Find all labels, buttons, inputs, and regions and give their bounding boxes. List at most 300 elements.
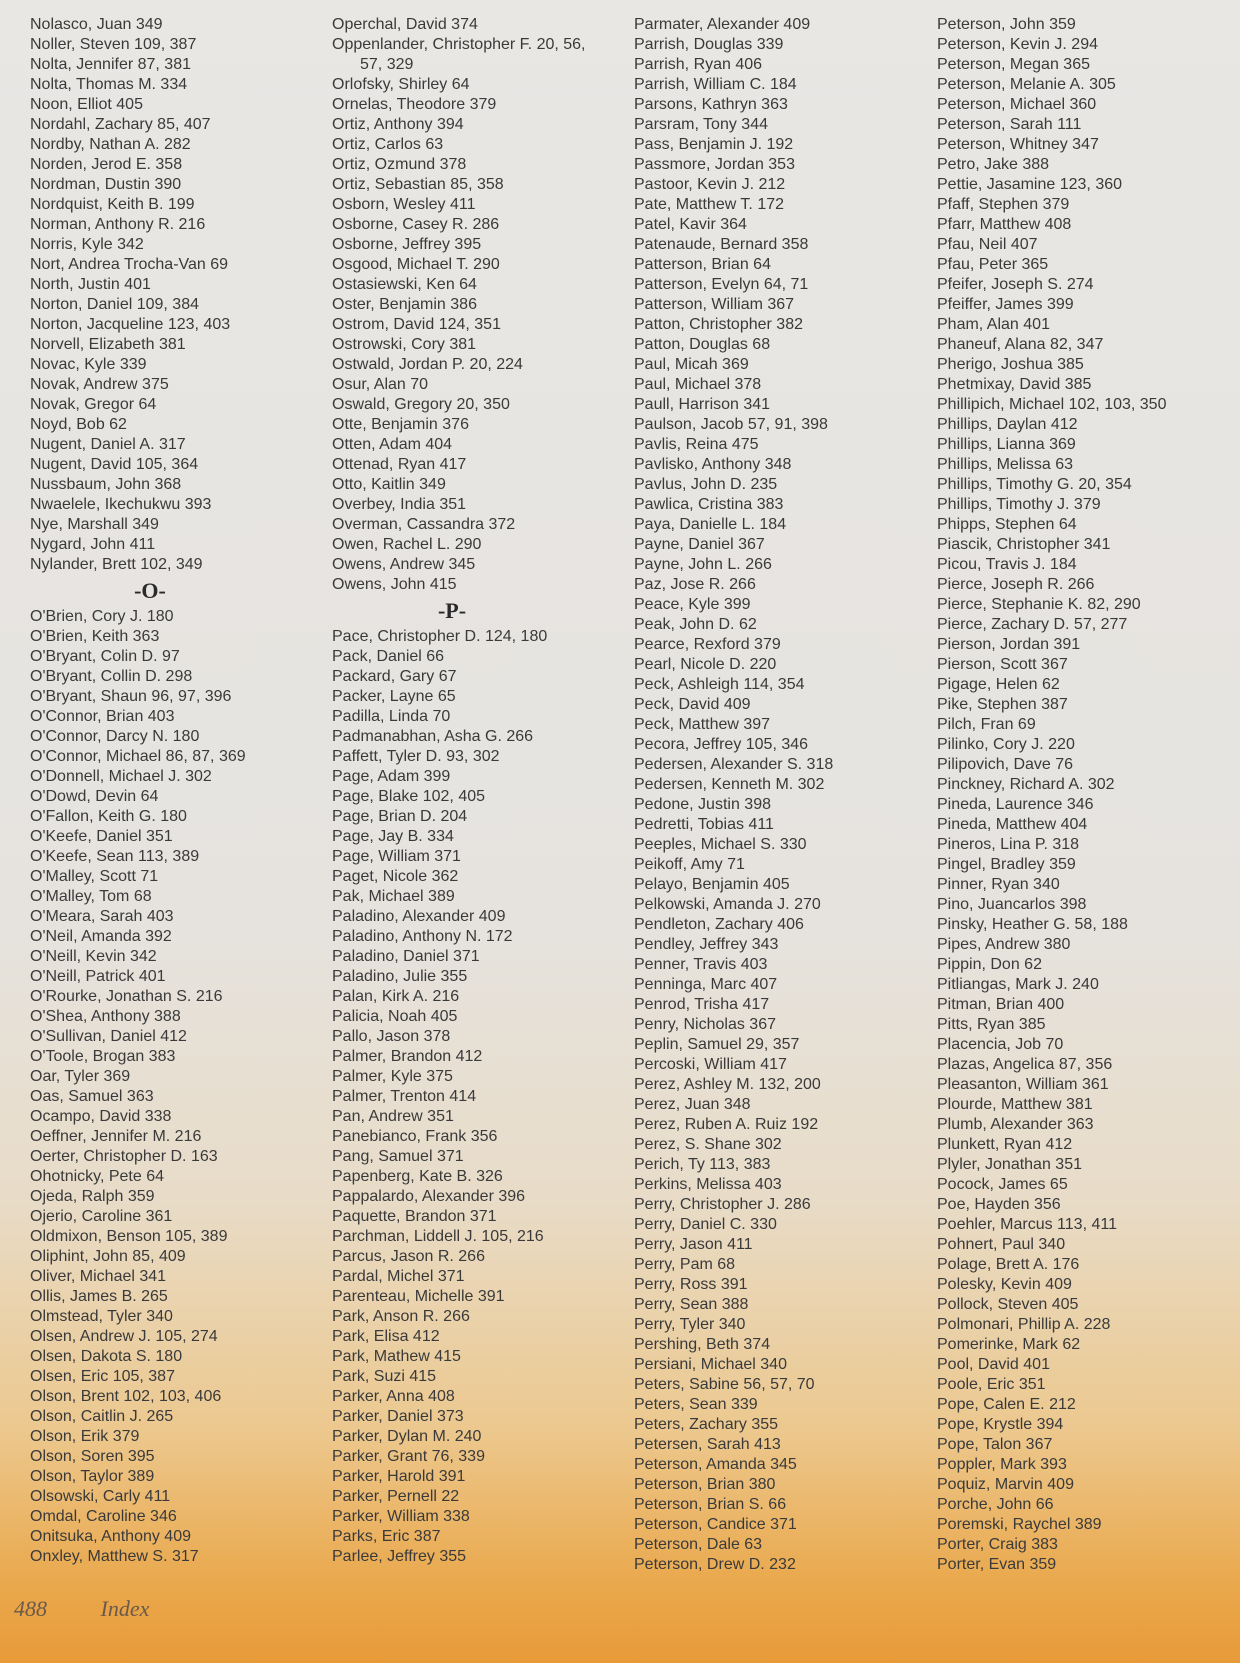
index-entry: Olson, Erik 379 [30, 1428, 140, 1445]
index-entry: Overman, Cassandra 372 [332, 516, 516, 533]
index-entry: Pendley, Jeffrey 343 [634, 936, 779, 953]
index-entry: Peterson, Melanie A. 305 [937, 76, 1116, 93]
index-entry: Parks, Eric 387 [332, 1528, 441, 1545]
index-entry: Novak, Gregor 64 [30, 396, 157, 413]
index-entry: Noller, Steven 109, 387 [30, 36, 197, 53]
index-entry: O'Sullivan, Daniel 412 [30, 1028, 187, 1045]
index-entry: Pedretti, Tobias 411 [634, 816, 774, 833]
index-entry: Oliphint, John 85, 409 [30, 1248, 186, 1265]
index-entry: Perich, Ty 113, 383 [634, 1156, 771, 1173]
index-entry: Pitliangas, Mark J. 240 [937, 976, 1099, 993]
index-entry: Phetmixay, David 385 [937, 376, 1092, 393]
index-entry: Pitts, Ryan 385 [937, 1016, 1046, 1033]
index-entry: Peters, Zachary 355 [634, 1416, 779, 1433]
index-entry: Osborne, Jeffrey 395 [332, 236, 482, 253]
index-entry: Nort, Andrea Trocha-Van 69 [30, 256, 229, 273]
index-entry: Owens, John 415 [332, 576, 457, 593]
index-entry: Pershing, Beth 374 [634, 1336, 771, 1353]
index-entry: Noon, Elliot 405 [30, 96, 143, 113]
index-entry: Paul, Micah 369 [634, 356, 749, 373]
index-entry: Paladino, Anthony N. 172 [332, 928, 513, 945]
index-entry: Ostrowski, Cory 381 [332, 336, 477, 353]
index-entry: Parker, Pernell 22 [332, 1488, 460, 1505]
index-entry: Pohnert, Paul 340 [937, 1236, 1066, 1253]
index-entry: Norden, Jerod E. 358 [30, 156, 183, 173]
index-entry: Phillips, Lianna 369 [937, 436, 1076, 453]
index-entry: Peterson, Megan 365 [937, 56, 1090, 73]
index-entry: Oerter, Christopher D. 163 [30, 1148, 218, 1165]
index-entry: O'Malley, Tom 68 [30, 888, 152, 905]
index-entry-continuation: 57, 329 [360, 56, 414, 73]
index-entry: Olmstead, Tyler 340 [30, 1308, 173, 1325]
index-entry: Plazas, Angelica 87, 356 [937, 1056, 1113, 1073]
index-entry: Pardal, Michel 371 [332, 1268, 465, 1285]
index-entry: Paz, Jose R. 266 [634, 576, 756, 593]
index-entry: Nordby, Nathan A. 282 [30, 136, 191, 153]
index-entry: Pallo, Jason 378 [332, 1028, 451, 1045]
index-entry: Petro, Jake 388 [937, 156, 1050, 173]
letter-heading: -P- [437, 598, 467, 623]
index-entry: Parcus, Jason R. 266 [332, 1248, 485, 1265]
index-column-1 [30, 15, 330, 1567]
index-entry: Osborn, Wesley 411 [332, 196, 476, 213]
index-entry: Polmonari, Phillip A. 228 [937, 1316, 1111, 1333]
index-entry: Penrod, Trisha 417 [634, 996, 770, 1013]
index-entry: O'Connor, Darcy N. 180 [30, 728, 200, 745]
index-entry: O'Brien, Keith 363 [30, 628, 160, 645]
index-entry: Papenberg, Kate B. 326 [332, 1168, 503, 1185]
index-entry: Oas, Samuel 363 [30, 1088, 154, 1105]
index-entry: Park, Mathew 415 [332, 1348, 461, 1365]
index-entry: Placencia, Job 70 [937, 1036, 1064, 1053]
index-entry: Nolta, Thomas M. 334 [30, 76, 188, 93]
index-entry: Parrish, Ryan 406 [634, 56, 763, 73]
index-entry: Peeples, Michael S. 330 [634, 836, 807, 853]
index-entry: Peterson, Whitney 347 [937, 136, 1099, 153]
index-entry: Olson, Brent 102, 103, 406 [30, 1388, 222, 1405]
index-entry: Oster, Benjamin 386 [332, 296, 477, 313]
index-entry: Peterson, Amanda 345 [634, 1456, 797, 1473]
index-entry: Norton, Daniel 109, 384 [30, 296, 199, 313]
index-entry: Pherigo, Joshua 385 [937, 356, 1084, 373]
index-entry: Peplin, Samuel 29, 357 [634, 1036, 800, 1053]
index-entry: Pierson, Scott 367 [937, 656, 1068, 673]
index-entry: Ojerio, Caroline 361 [30, 1208, 173, 1225]
index-entry: Paffett, Tyler D. 93, 302 [332, 748, 500, 765]
index-entry: Pappalardo, Alexander 396 [332, 1188, 526, 1205]
index-entry: Patel, Kavir 364 [634, 216, 747, 233]
index-entry: Pineda, Matthew 404 [937, 816, 1088, 833]
index-entry: Pinner, Ryan 340 [937, 876, 1060, 893]
index-entry: Padilla, Linda 70 [332, 708, 451, 725]
index-entry: O'Rourke, Jonathan S. 216 [30, 988, 223, 1005]
index-entry: Perkins, Melissa 403 [634, 1176, 782, 1193]
index-entry: Plourde, Matthew 381 [937, 1096, 1093, 1113]
index-entry: Parrish, William C. 184 [634, 76, 797, 93]
index-entry: Pineda, Laurence 346 [937, 796, 1094, 813]
index-entry: O'Connor, Brian 403 [30, 708, 175, 725]
index-entry: Poole, Eric 351 [937, 1376, 1046, 1393]
index-entry: Pak, Michael 389 [332, 888, 455, 905]
index-entry: Oswald, Gregory 20, 350 [332, 396, 510, 413]
index-entry: Plunkett, Ryan 412 [937, 1136, 1073, 1153]
index-entry: Paul, Michael 378 [634, 376, 762, 393]
index-entry: Plumb, Alexander 363 [937, 1116, 1094, 1133]
index-entry: Pleasanton, William 361 [937, 1076, 1109, 1093]
index-entry: Ornelas, Theodore 379 [332, 96, 497, 113]
index-entry: O'Neil, Amanda 392 [30, 928, 172, 945]
index-entry: Perry, Daniel C. 330 [634, 1216, 777, 1233]
index-entry: O'Keefe, Sean 113, 389 [30, 848, 200, 865]
index-entry: Norvell, Elizabeth 381 [30, 336, 186, 353]
index-entry: Parker, Anna 408 [332, 1388, 455, 1405]
index-entry: Palmer, Trenton 414 [332, 1088, 477, 1105]
index-entry: Ostwald, Jordan P. 20, 224 [332, 356, 523, 373]
index-entry: Park, Elisa 412 [332, 1328, 440, 1345]
index-entry: Pace, Christopher D. 124, 180 [332, 628, 548, 645]
index-entry: Owens, Andrew 345 [332, 556, 476, 573]
index-entry: Padmanabhan, Asha G. 266 [332, 728, 534, 745]
index-entry: Poquiz, Marvin 409 [937, 1476, 1074, 1493]
index-entry: Park, Suzi 415 [332, 1368, 437, 1385]
index-entry: Parker, Dylan M. 240 [332, 1428, 482, 1445]
index-entry: Perez, S. Shane 302 [634, 1136, 782, 1153]
index-entry: Perez, Ruben A. Ruiz 192 [634, 1116, 819, 1133]
index-entry: Onitsuka, Anthony 409 [30, 1528, 191, 1545]
index-entry: Oldmixon, Benson 105, 389 [30, 1228, 228, 1245]
index-entry: Patterson, William 367 [634, 296, 795, 313]
index-entry: Pierce, Zachary D. 57, 277 [937, 616, 1128, 633]
index-entry: Palan, Kirk A. 216 [332, 988, 460, 1005]
index-entry: Norman, Anthony R. 216 [30, 216, 206, 233]
index-entry: Perez, Ashley M. 132, 200 [634, 1076, 821, 1093]
index-entry: Phaneuf, Alana 82, 347 [937, 336, 1104, 353]
index-entry: Poppler, Mark 393 [937, 1456, 1067, 1473]
index-entry: Pelkowski, Amanda J. 270 [634, 896, 821, 913]
index-entry: O'Meara, Sarah 403 [30, 908, 174, 925]
index-entry: Peters, Sabine 56, 57, 70 [634, 1376, 815, 1393]
index-entry: Poremski, Raychel 389 [937, 1516, 1102, 1533]
index-entry: Plyler, Jonathan 351 [937, 1156, 1082, 1173]
index-entry: Novac, Kyle 339 [30, 356, 147, 373]
index-entry: Pfeiffer, James 399 [937, 296, 1074, 313]
index-entry: Nygard, John 411 [30, 536, 156, 553]
index-entry: Oeffner, Jennifer M. 216 [30, 1128, 202, 1145]
index-entry: Peck, David 409 [634, 696, 751, 713]
index-entry: Osborne, Casey R. 286 [332, 216, 500, 233]
index-entry: Penner, Travis 403 [634, 956, 768, 973]
index-entry: Palmer, Brandon 412 [332, 1048, 483, 1065]
index-entry: Perry, Ross 391 [634, 1276, 748, 1293]
index-entry: Norton, Jacqueline 123, 403 [30, 316, 231, 333]
index-entry: Ostrom, David 124, 351 [332, 316, 501, 333]
index-entry: Perry, Christopher J. 286 [634, 1196, 811, 1213]
index-entry: Ortiz, Sebastian 85, 358 [332, 176, 504, 193]
index-entry: Perry, Pam 68 [634, 1256, 736, 1273]
index-entry: Porche, John 66 [937, 1496, 1054, 1513]
index-entry: Peterson, Kevin J. 294 [937, 36, 1098, 53]
index-entry: Norris, Kyle 342 [30, 236, 144, 253]
index-entry: Penninga, Marc 407 [634, 976, 778, 993]
index-entry: Parmater, Alexander 409 [634, 16, 811, 33]
index-entry: Olson, Taylor 389 [30, 1468, 155, 1485]
index-entry: O'Bryant, Colin D. 97 [30, 648, 180, 665]
index-entry: Picou, Travis J. 184 [937, 556, 1077, 573]
index-entry: Parchman, Liddell J. 105, 216 [332, 1228, 544, 1245]
index-entry: Pedone, Justin 398 [634, 796, 771, 813]
index-entry: O'Bryant, Shaun 96, 97, 396 [30, 688, 232, 705]
index-column-4 [937, 15, 1237, 1575]
index-entry: Pavlis, Reina 475 [634, 436, 759, 453]
index-entry: Parrish, Douglas 339 [634, 36, 784, 53]
index-entry: North, Justin 401 [30, 276, 151, 293]
index-entry: Ortiz, Ozmund 378 [332, 156, 467, 173]
index-entry: Osur, Alan 70 [332, 376, 429, 393]
index-entry: Ohotnicky, Pete 64 [30, 1168, 164, 1185]
index-entry: Ollis, James B. 265 [30, 1288, 168, 1305]
index-entry: Pope, Krystle 394 [937, 1416, 1064, 1433]
index-entry: Otto, Kaitlin 349 [332, 476, 446, 493]
index-entry: Pearce, Rexford 379 [634, 636, 781, 653]
index-entry: Parsons, Kathryn 363 [634, 96, 788, 113]
index-entry: Nordquist, Keith B. 199 [30, 196, 195, 213]
index-entry: Pigage, Helen 62 [937, 676, 1060, 693]
index-entry: Parsram, Tony 344 [634, 116, 768, 133]
index-entry: Nolasco, Juan 349 [30, 16, 163, 33]
index-entry: Ottenad, Ryan 417 [332, 456, 467, 473]
index-entry: Payne, Daniel 367 [634, 536, 765, 553]
index-entry: Pope, Calen E. 212 [937, 1396, 1076, 1413]
index-entry: Overbey, India 351 [332, 496, 467, 513]
index-entry: Perry, Tyler 340 [634, 1316, 746, 1333]
index-entry: Pfaff, Stephen 379 [937, 196, 1070, 213]
index-entry: O'Bryant, Collin D. 298 [30, 668, 193, 685]
index-entry: Nye, Marshall 349 [30, 516, 159, 533]
index-entry: Paladino, Daniel 371 [332, 948, 480, 965]
index-entry: Pelayo, Benjamin 405 [634, 876, 790, 893]
index-entry: Poehler, Marcus 113, 411 [937, 1216, 1117, 1233]
index-entry: Paladino, Alexander 409 [332, 908, 506, 925]
index-entry: Patton, Douglas 68 [634, 336, 771, 353]
index-entry: O'Connor, Michael 86, 87, 369 [30, 748, 246, 765]
index-entry: Noyd, Bob 62 [30, 416, 127, 433]
index-entry: Ocampo, David 338 [30, 1108, 172, 1125]
index-entry: Pinckney, Richard A. 302 [937, 776, 1115, 793]
index-entry: O'Dowd, Devin 64 [30, 788, 159, 805]
index-entry: Phillips, Daylan 412 [937, 416, 1078, 433]
index-entry: O'Malley, Scott 71 [30, 868, 159, 885]
index-entry: Peterson, Drew D. 232 [634, 1556, 796, 1573]
index-entry: Oliver, Michael 341 [30, 1268, 167, 1285]
index-entry: Pingel, Bradley 359 [937, 856, 1076, 873]
index-entry: Nussbaum, John 368 [30, 476, 182, 493]
index-entry: Patterson, Brian 64 [634, 256, 771, 273]
index-entry: Peters, Sean 339 [634, 1396, 758, 1413]
index-entry: Olson, Caitlin J. 265 [30, 1408, 174, 1425]
index-entry: Pham, Alan 401 [937, 316, 1050, 333]
index-entry: Polage, Brett A. 176 [937, 1256, 1080, 1273]
index-entry: Nylander, Brett 102, 349 [30, 556, 203, 573]
index-entry: Phipps, Stephen 64 [937, 516, 1077, 533]
index-entry: Olsen, Dakota S. 180 [30, 1348, 183, 1365]
index-entry: Pierce, Stephanie K. 82, 290 [937, 596, 1141, 613]
index-entry: Paladino, Julie 355 [332, 968, 468, 985]
index-entry: Polesky, Kevin 409 [937, 1276, 1072, 1293]
index-entry: O'Keefe, Daniel 351 [30, 828, 173, 845]
index-entry: Olsen, Eric 105, 387 [30, 1368, 175, 1385]
index-entry: Pettie, Jasamine 123, 360 [937, 176, 1123, 193]
index-entry: Pineros, Lina P. 318 [937, 836, 1080, 853]
index-entry: Paull, Harrison 341 [634, 396, 771, 413]
index-entry: Page, Brian D. 204 [332, 808, 468, 825]
index-entry: O'Neill, Patrick 401 [30, 968, 166, 985]
index-entry: O'Brien, Cory J. 180 [30, 608, 174, 625]
index-entry: Pilipovich, Dave 76 [937, 756, 1074, 773]
index-entry: O'Donnell, Michael J. 302 [30, 768, 212, 785]
index-entry: Pfau, Peter 365 [937, 256, 1049, 273]
index-entry: Peterson, Sarah 111 [937, 116, 1082, 133]
index-entry: Penry, Nicholas 367 [634, 1016, 776, 1033]
index-entry: Pastoor, Kevin J. 212 [634, 176, 786, 193]
index-entry: Peterson, Michael 360 [937, 96, 1097, 113]
index-entry: Phillips, Melissa 63 [937, 456, 1074, 473]
index-entry: Percoski, William 417 [634, 1056, 787, 1073]
index-entry: Pierce, Joseph R. 266 [937, 576, 1095, 593]
footer-label: Index [100, 1596, 150, 1621]
index-entry: Pilch, Fran 69 [937, 716, 1036, 733]
index-entry: Patterson, Evelyn 64, 71 [634, 276, 809, 293]
index-entry: Pate, Matthew T. 172 [634, 196, 785, 213]
index-column-2 [332, 15, 632, 1567]
index-entry: Peterson, John 359 [937, 16, 1076, 33]
index-entry: Payne, John L. 266 [634, 556, 772, 573]
index-entry: Paquette, Brandon 371 [332, 1208, 497, 1225]
index-entry: Nordahl, Zachary 85, 407 [30, 116, 211, 133]
index-entry: Petersen, Sarah 413 [634, 1436, 781, 1453]
index-entry: Pecora, Jeffrey 105, 346 [634, 736, 809, 753]
index-entry: Nwaelele, Ikechukwu 393 [30, 496, 212, 513]
index-entry: Persiani, Michael 340 [634, 1356, 787, 1373]
index-entry: Orlofsky, Shirley 64 [332, 76, 470, 93]
index-entry: Pack, Daniel 66 [332, 648, 445, 665]
index-entry: Passmore, Jordan 353 [634, 156, 795, 173]
index-entry: Pang, Samuel 371 [332, 1148, 464, 1165]
index-entry: Paya, Danielle L. 184 [634, 516, 787, 533]
index-entry: Ostasiewski, Ken 64 [332, 276, 477, 293]
index-entry: Pawlica, Cristina 383 [634, 496, 784, 513]
page-footer [14, 1596, 149, 1622]
index-entry: Pocock, James 65 [937, 1176, 1068, 1193]
index-entry: Peterson, Dale 63 [634, 1536, 763, 1553]
index-entry: Oar, Tyler 369 [30, 1068, 131, 1085]
page-number: 488 [14, 1596, 47, 1621]
index-entry: Poe, Hayden 356 [937, 1196, 1061, 1213]
index-entry: Page, Blake 102, 405 [332, 788, 486, 805]
index-entry: Perry, Jason 411 [634, 1236, 753, 1253]
index-entry: Onxley, Matthew S. 317 [30, 1548, 199, 1565]
index-entry: Phillips, Timothy G. 20, 354 [937, 476, 1132, 493]
index-entry: Palicia, Noah 405 [332, 1008, 458, 1025]
index-entry: Packard, Gary 67 [332, 668, 457, 685]
index-entry: Peck, Ashleigh 114, 354 [634, 676, 805, 693]
index-entry: Pavlisko, Anthony 348 [634, 456, 792, 473]
index-entry: Pavlus, John D. 235 [634, 476, 778, 493]
index-entry: Peterson, Candice 371 [634, 1516, 797, 1533]
index-entry: Page, Adam 399 [332, 768, 451, 785]
index-entry: Pino, Juancarlos 398 [937, 896, 1087, 913]
index-entry: Parker, William 338 [332, 1508, 470, 1525]
index-entry: Nugent, David 105, 364 [30, 456, 199, 473]
index-entry: Nolta, Jennifer 87, 381 [30, 56, 191, 73]
index-entry: Pilinko, Cory J. 220 [937, 736, 1075, 753]
index-entry: Peikoff, Amy 71 [634, 856, 745, 873]
index-entry: O'Neill, Kevin 342 [30, 948, 157, 965]
index-entry: Ortiz, Carlos 63 [332, 136, 444, 153]
index-entry: Osgood, Michael T. 290 [332, 256, 500, 273]
index-entry: Omdal, Caroline 346 [30, 1508, 177, 1525]
index-entry: Pitman, Brian 400 [937, 996, 1065, 1013]
index-entry: Peace, Kyle 399 [634, 596, 751, 613]
index-entry: Olson, Soren 395 [30, 1448, 155, 1465]
index-entry: Patenaude, Bernard 358 [634, 236, 809, 253]
index-entry: Otte, Benjamin 376 [332, 416, 469, 433]
index-entry: Nordman, Dustin 390 [30, 176, 182, 193]
index-entry: Porter, Craig 383 [937, 1536, 1058, 1553]
index-entry: Pollock, Steven 405 [937, 1296, 1079, 1313]
index-entry: Patton, Christopher 382 [634, 316, 803, 333]
index-entry: Parlee, Jeffrey 355 [332, 1548, 467, 1565]
index-entry: Parker, Harold 391 [332, 1468, 466, 1485]
index-entry: Novak, Andrew 375 [30, 376, 169, 393]
index-entry: Paulson, Jacob 57, 91, 398 [634, 416, 828, 433]
index-entry: Panebianco, Frank 356 [332, 1128, 498, 1145]
index-entry: Pearl, Nicole D. 220 [634, 656, 777, 673]
index-entry: Ojeda, Ralph 359 [30, 1188, 155, 1205]
index-entry: Ortiz, Anthony 394 [332, 116, 464, 133]
index-entry: Pipes, Andrew 380 [937, 936, 1071, 953]
index-entry: Packer, Layne 65 [332, 688, 456, 705]
index-entry: Pfarr, Matthew 408 [937, 216, 1072, 233]
index-entry: Peterson, Brian 380 [634, 1476, 776, 1493]
index-entry: Porter, Evan 359 [937, 1556, 1057, 1573]
index-entry: Owen, Rachel L. 290 [332, 536, 482, 553]
index-entry: Perez, Juan 348 [634, 1096, 751, 1113]
index-entry: Peterson, Brian S. 66 [634, 1496, 787, 1513]
index-entry: Phillips, Timothy J. 379 [937, 496, 1101, 513]
index-entry: Parker, Daniel 373 [332, 1408, 464, 1425]
index-entry: Parker, Grant 76, 339 [332, 1448, 485, 1465]
letter-heading: -O- [134, 578, 166, 603]
index-column-3 [634, 15, 934, 1575]
index-entry: Olsowski, Carly 411 [30, 1488, 171, 1505]
index-entry: Parenteau, Michelle 391 [332, 1288, 505, 1305]
index-entry: Otten, Adam 404 [332, 436, 453, 453]
index-entry: Page, William 371 [332, 848, 461, 865]
index-entry: O'Toole, Brogan 383 [30, 1048, 176, 1065]
index-entry: Phillipich, Michael 102, 103, 350 [937, 396, 1167, 413]
index-entry: Pendleton, Zachary 406 [634, 916, 804, 933]
index-entry: Perry, Sean 388 [634, 1296, 749, 1313]
index-entry: Pfau, Neil 407 [937, 236, 1038, 253]
index-entry: Pope, Talon 367 [937, 1436, 1053, 1453]
index-entry: O'Shea, Anthony 388 [30, 1008, 181, 1025]
index-entry: Pinsky, Heather G. 58, 188 [937, 916, 1128, 933]
index-entry: O'Fallon, Keith G. 180 [30, 808, 187, 825]
index-entry: Pierson, Jordan 391 [937, 636, 1081, 653]
index-entry: Oppenlander, Christopher F. 20, 56, [332, 36, 586, 53]
index-entry: Park, Anson R. 266 [332, 1308, 470, 1325]
index-entry: Pfeifer, Joseph S. 274 [937, 276, 1094, 293]
